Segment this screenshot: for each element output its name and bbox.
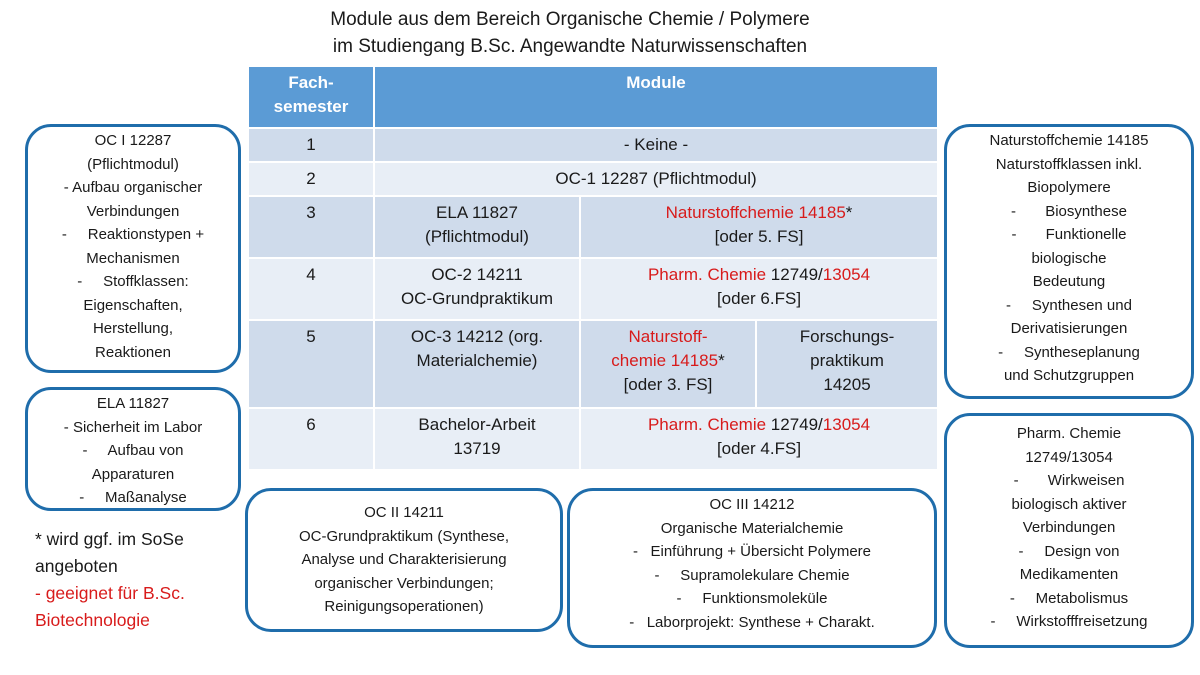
module-table bbox=[247, 65, 939, 471]
box-line: OC III 14212 bbox=[709, 496, 795, 513]
module-cell: Naturstoff- chemie 14185* [oder 3. FS] bbox=[580, 320, 756, 408]
box-line: Bedeutung bbox=[1032, 273, 1106, 290]
module-cell: ELA 11827 (Pflichtmodul) bbox=[374, 196, 580, 258]
box-line: biologisch aktiver bbox=[1011, 495, 1127, 513]
box-line: - Aufbau von bbox=[82, 442, 184, 459]
box-line: - Design von bbox=[1018, 542, 1120, 560]
box-line: Apparaturen bbox=[91, 465, 175, 483]
module-cell: Naturstoffchemie 14185* [oder 5. FS] bbox=[580, 196, 938, 258]
module-cell: OC-1 12287 (Pflichtmodul) bbox=[374, 162, 938, 196]
box-line: und Schutzgruppen bbox=[1003, 367, 1135, 384]
table-row bbox=[248, 258, 938, 320]
box-line: OC I 12287 bbox=[94, 132, 172, 149]
box-line: - Funktionsmoleküle bbox=[676, 590, 828, 607]
page-title bbox=[250, 6, 890, 60]
box-line: - Wirkweisen bbox=[1013, 472, 1125, 489]
naturstoff-description-box bbox=[944, 124, 1194, 399]
semester-cell: 3 bbox=[248, 196, 374, 258]
box-line: Eigenschaften, bbox=[83, 296, 183, 314]
box-line: Biopolymere bbox=[1027, 179, 1111, 196]
semester-cell: 6 bbox=[248, 408, 374, 470]
box-line: - Funktionelle bbox=[1011, 226, 1127, 243]
box-line: - Wirkstofffreisetzung bbox=[990, 613, 1148, 630]
box-line: Naturstoffchemie 14185 bbox=[989, 132, 1149, 149]
module-cell: - Keine - bbox=[374, 128, 938, 162]
table-header-row bbox=[248, 66, 938, 128]
table-row bbox=[248, 128, 938, 162]
box-line: (Pflichtmodul) bbox=[87, 155, 179, 173]
module-cell: Forschungs- praktikum 14205 bbox=[756, 320, 938, 408]
box-line: Reaktionen bbox=[95, 343, 171, 361]
module-cell: Pharm. Chemie 12749/13054 [oder 6.FS] bbox=[580, 258, 938, 320]
box-line: Organische Materialchemie bbox=[660, 519, 844, 537]
box-line: - Reaktionstypen + bbox=[61, 226, 205, 243]
box-line: Medikamenten bbox=[1019, 566, 1119, 583]
box-line: Verbindungen bbox=[1022, 519, 1116, 536]
box-line: 12749/13054 bbox=[1025, 448, 1113, 466]
module-cell: OC-3 14212 (org. Materialchemie) bbox=[374, 320, 580, 408]
pharm-description-box bbox=[944, 413, 1194, 648]
oc3-description-box bbox=[567, 488, 937, 648]
box-line: Herstellung, bbox=[92, 320, 174, 337]
table-row bbox=[248, 408, 938, 470]
table-row bbox=[248, 196, 938, 258]
box-line: - Maßanalyse bbox=[79, 489, 187, 506]
box-line: Naturstoffklassen inkl. bbox=[995, 155, 1143, 173]
box-line: OC II 14211 bbox=[364, 504, 444, 521]
box-line: - Einführung + Übersicht Polymere bbox=[632, 543, 872, 560]
box-line: Mechanismen bbox=[86, 249, 180, 267]
header-semester: Fach- semester bbox=[248, 66, 374, 128]
box-line: - Synthesen und bbox=[1006, 296, 1132, 314]
box-line: Derivatisierungen bbox=[1010, 320, 1128, 337]
title-line-1: Module aus dem Bereich Organische Chemie / Polymere bbox=[330, 9, 810, 30]
box-line: - Biosynthese bbox=[1011, 202, 1127, 220]
module-cell: OC-2 14211 OC-Grundpraktikum bbox=[374, 258, 580, 320]
header-module: Module bbox=[374, 66, 938, 128]
box-line: - Laborprojekt: Synthese + Charakt. bbox=[629, 613, 875, 631]
box-line: Verbindungen bbox=[86, 202, 180, 220]
footnote: * wird ggf. im SoSe angeboten - geeignet für B.Sc. Biotechnologie bbox=[35, 529, 185, 630]
module-cell: Pharm. Chemie 12749/13054 [oder 4.FS] bbox=[580, 408, 938, 470]
box-line: Pharm. Chemie bbox=[1016, 425, 1122, 442]
oc1-description-box bbox=[25, 124, 241, 373]
oc2-description-box bbox=[245, 488, 563, 632]
module-cell: Bachelor-Arbeit 13719 bbox=[374, 408, 580, 470]
semester-cell: 2 bbox=[248, 162, 374, 196]
box-line: - Supramolekulare Chemie bbox=[654, 566, 850, 584]
semester-cell: 4 bbox=[248, 258, 374, 320]
box-line: ELA 11827 bbox=[96, 395, 170, 412]
semester-cell: 5 bbox=[248, 320, 374, 408]
box-line: biologische bbox=[1031, 249, 1107, 267]
semester-cell: 1 bbox=[248, 128, 374, 162]
box-line: - Stoffklassen: bbox=[77, 273, 189, 290]
box-line: OC-Grundpraktikum (Synthese, bbox=[298, 527, 510, 545]
box-line: organischer Verbindungen; bbox=[314, 574, 494, 592]
box-line: Reinigungsoperationen) bbox=[324, 598, 484, 615]
table-row bbox=[248, 162, 938, 196]
title-line-2: im Studiengang B.Sc. Angewandte Naturwissenschaften bbox=[332, 36, 808, 57]
box-line: - Sicherheit im Labor bbox=[63, 418, 203, 436]
box-line: - Metabolismus bbox=[1009, 589, 1129, 607]
ela-description-box bbox=[25, 387, 241, 511]
box-line: Analyse und Charakterisierung bbox=[301, 551, 507, 568]
table-row bbox=[248, 320, 938, 408]
box-line: - Syntheseplanung bbox=[998, 343, 1140, 361]
box-line: - Aufbau organischer bbox=[63, 179, 203, 196]
